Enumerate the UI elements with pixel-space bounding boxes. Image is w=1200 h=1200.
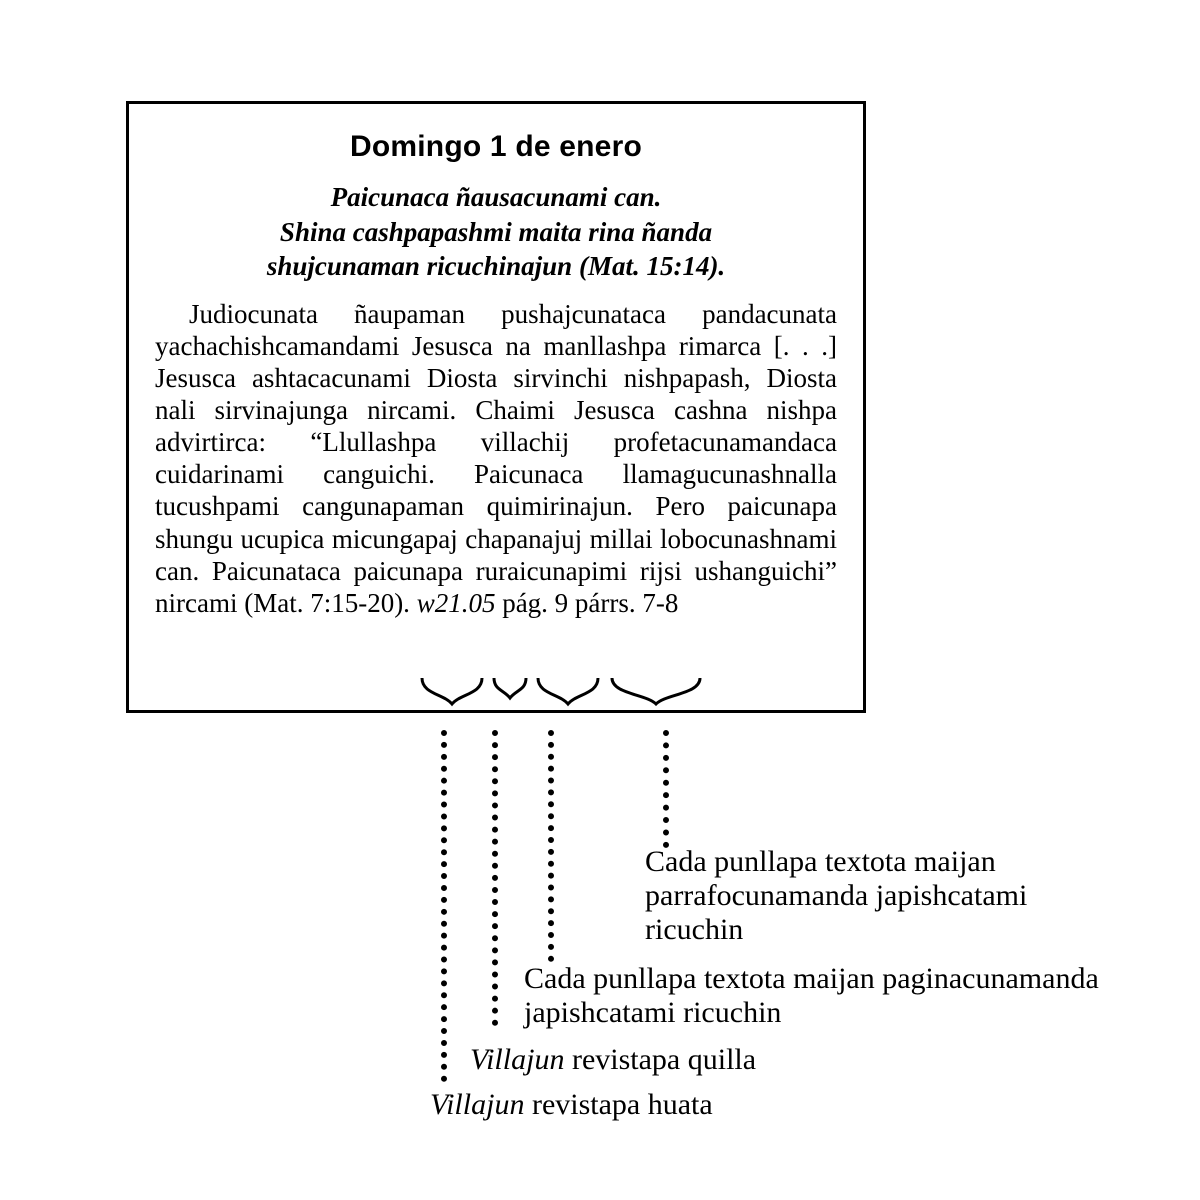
callout-month-text: revistapa quilla bbox=[564, 1043, 757, 1076]
publication-reference: pág. 9 párrs. 7-8 bbox=[495, 587, 679, 618]
scripture-line-3: shujcunaman ricuchinajun (Mat. 15:14). bbox=[266, 251, 726, 282]
publication-code: w21.05 bbox=[416, 587, 496, 618]
scripture-quote bbox=[155, 180, 837, 284]
citation-braces bbox=[418, 676, 738, 710]
callout-month bbox=[470, 1043, 1110, 1077]
magazine-name-year: Villajun bbox=[430, 1088, 525, 1121]
callout-pages: Cada punllapa textota maijan paginacunamanda japishcatami ricuchin bbox=[524, 962, 1099, 1030]
leader-dots-month bbox=[492, 730, 504, 1026]
page-title: Domingo 1 de enero bbox=[350, 130, 642, 163]
brace-group-icon bbox=[418, 676, 738, 710]
callout-paragraphs: Cada punllapa textota maijan parrafocunamanda japishcatami ricuchin bbox=[645, 845, 1028, 947]
leader-dots-year bbox=[441, 730, 453, 1082]
magazine-name-month: Villajun bbox=[470, 1043, 565, 1076]
leader-dots-pages bbox=[548, 730, 560, 962]
callout-year bbox=[430, 1088, 1110, 1122]
callout-year-text: revistapa huata bbox=[524, 1088, 713, 1121]
body-paragraph bbox=[155, 298, 837, 619]
leader-dots-paragraphs bbox=[663, 730, 675, 848]
scripture-line-1: Paicunaca ñausacunami can. bbox=[330, 182, 662, 212]
scripture-line-2: Shina cashpapashmi maita rina ñanda bbox=[279, 216, 713, 247]
body-text: Judiocunata ñaupaman pushajcunataca pandacunata yachachishcamandami Jesusca na manllashpa rimarca [. . .] Jesusca ashtacacunami Diosta sirvinchi nishpapash, Diosta nali sirvinajunga nircami. Chaimi Jesusca cashna nishpa advirtirca: “Llullashpa villachij profetacunamandaca cuidarinami canguichi. Paicunaca llamagucunashnalla tucushpami cangunapaman quimirinajun. Pero paicunapa shungu ucupica micungapaj chapanajuj millai lobocunashnami can. Paicunataca paicunapa ruraicunapimi rijsi ushanguichi” nircami (Mat. 7:15-20). bbox=[155, 298, 837, 618]
daily-text-card bbox=[126, 101, 866, 713]
